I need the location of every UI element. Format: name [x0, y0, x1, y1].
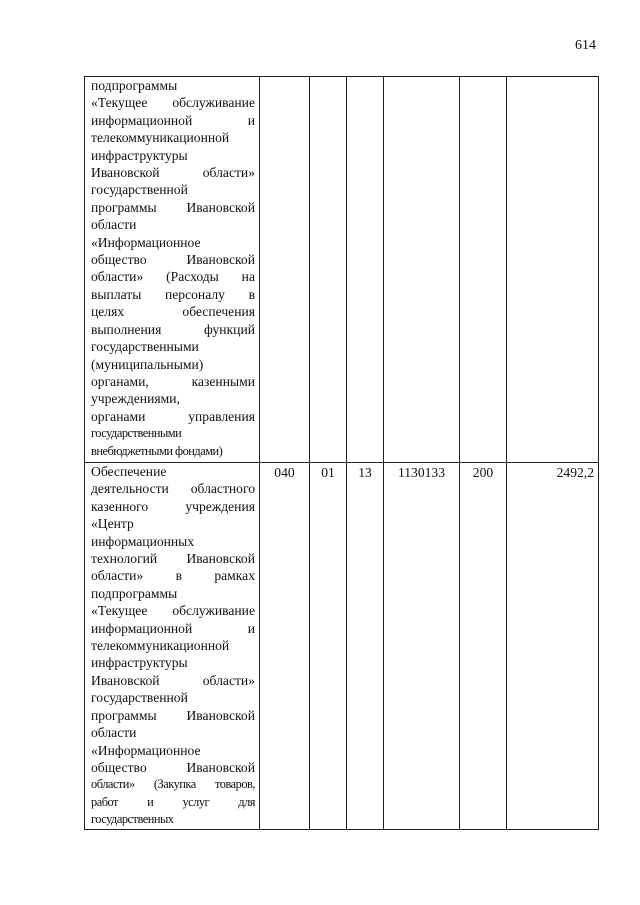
description-line: органами управления — [91, 408, 255, 424]
description-line: казенного учреждения — [91, 498, 255, 514]
target-article-cell — [384, 77, 460, 463]
description-line: учреждениями, — [91, 391, 180, 407]
description-line: информационных — [91, 533, 195, 549]
description-line: деятельности областного — [91, 481, 255, 497]
description-line: области» (Расходы на — [91, 269, 255, 285]
description-line: программы Ивановской — [91, 707, 255, 723]
description-line: внебюджетными фондами) — [91, 443, 223, 458]
description-line: «Центр — [91, 516, 134, 532]
description-line: «Текущее обслуживание — [91, 95, 255, 111]
table-row — [85, 463, 599, 830]
description-line: государственных — [91, 812, 174, 827]
description-line: «Информационное — [91, 742, 201, 758]
description-line: технологий Ивановской — [91, 551, 255, 567]
description-line: инфраструктуры — [91, 655, 188, 671]
description-line: области — [91, 217, 137, 233]
description-line: Ивановской области» — [91, 672, 255, 688]
expense-type-cell — [460, 77, 507, 463]
description-line: выполнения функций — [91, 321, 255, 337]
description-line: информационной и — [91, 620, 255, 636]
expense-type-cell: 200 — [460, 463, 507, 830]
description-line: инфраструктуры — [91, 147, 188, 163]
description-line: программы Ивановской — [91, 199, 255, 215]
description-line: государственной — [91, 182, 188, 198]
section-code-cell — [310, 77, 347, 463]
description-line: органами, казенными — [91, 373, 255, 389]
description-line: Обеспечение — [91, 464, 167, 479]
amount-cell — [507, 77, 599, 463]
description-line: государственными — [91, 339, 199, 355]
description-line: телекоммуникационной — [91, 638, 230, 654]
description-line: государственной — [91, 690, 188, 706]
description-line: целях обеспечения — [91, 304, 255, 320]
description-line: «Информационное — [91, 234, 201, 250]
table-row — [85, 77, 599, 463]
description-line: «Текущее обслуживание — [91, 603, 255, 619]
description-line: (муниципальными) — [91, 356, 204, 372]
description-line: государственными — [91, 426, 182, 441]
description-line: области — [91, 725, 137, 741]
description-line: области» в рамках — [91, 568, 255, 584]
description-cell — [85, 77, 260, 463]
description-line: области» (Закупка товаров, — [91, 777, 255, 792]
description-line: подпрограммы — [91, 78, 178, 93]
description-line: работ и услуг для — [91, 794, 255, 809]
ministry-code-cell: 040 — [260, 463, 310, 830]
description-line: общество Ивановской — [91, 252, 255, 268]
ministry-code-cell — [260, 77, 310, 463]
page-number: 614 — [575, 38, 596, 53]
subsection-code-cell: 13 — [347, 463, 384, 830]
description-line: информационной и — [91, 112, 255, 128]
description-line: подпрограммы — [91, 585, 178, 601]
budget-table — [84, 76, 599, 830]
description-line: выплаты персоналу в — [91, 286, 255, 302]
section-code-cell: 01 — [310, 463, 347, 830]
description-line: телекоммуникационной — [91, 130, 230, 146]
target-article-cell: 1130133 — [384, 463, 460, 830]
amount-cell: 2492,2 — [507, 463, 599, 830]
description-line: Ивановской области» — [91, 165, 255, 181]
description-line: общество Ивановской — [91, 759, 255, 775]
subsection-code-cell — [347, 77, 384, 463]
description-cell — [85, 463, 260, 830]
